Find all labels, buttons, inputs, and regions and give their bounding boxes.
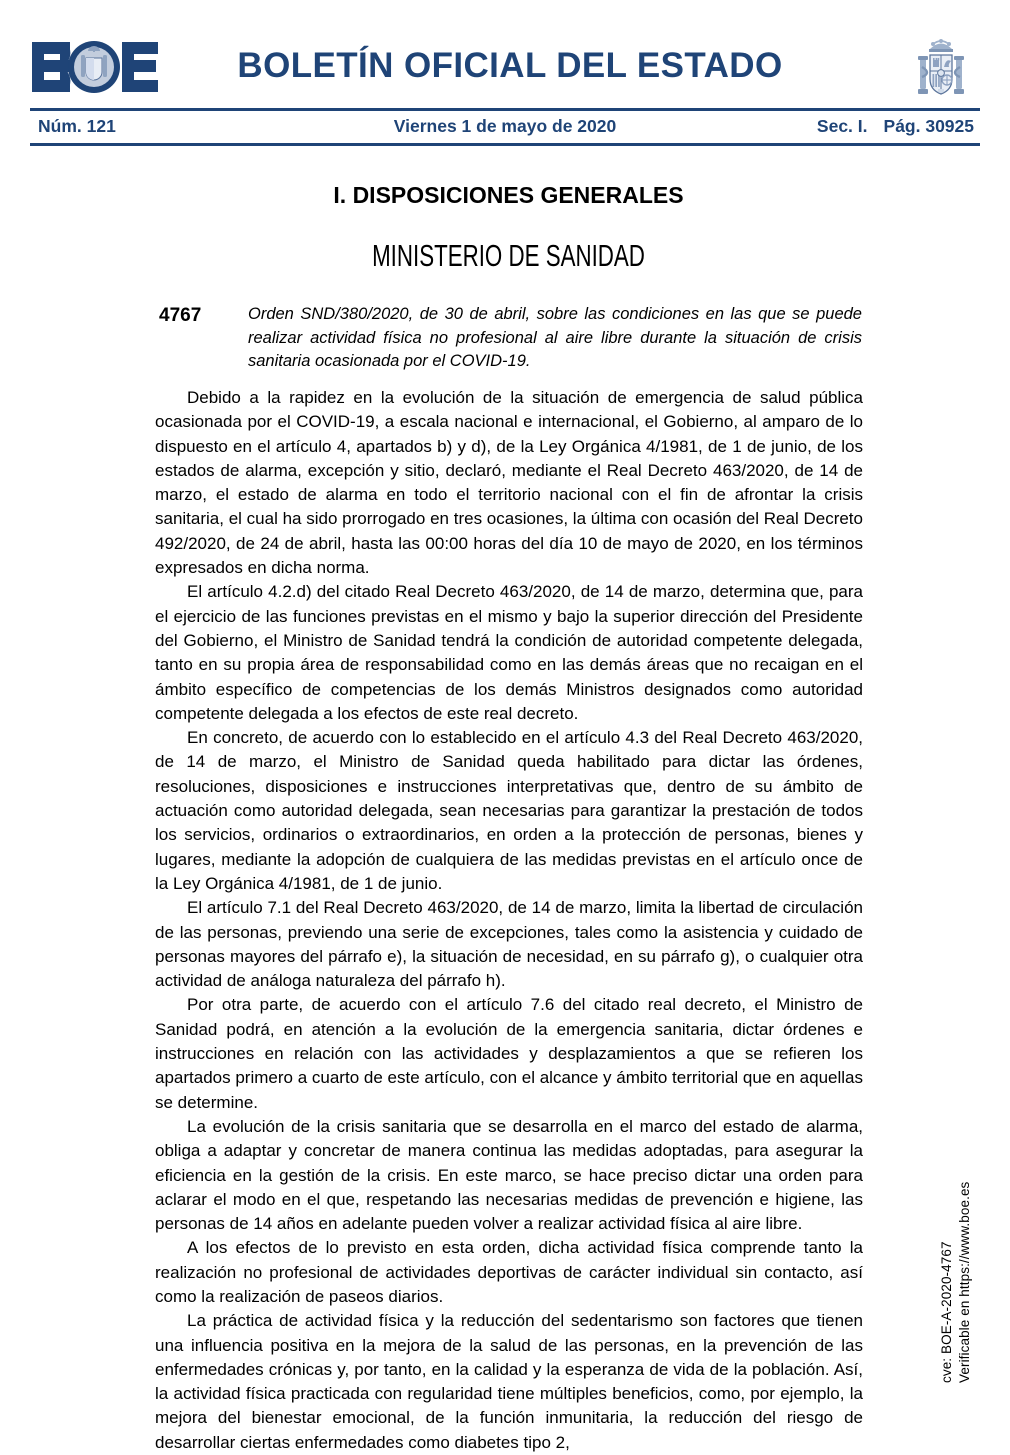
body-paragraph: El artículo 7.1 del Real Decreto 463/2020, de 14 de marzo, limita la libertad de circulación de las personas, previendo una serie de excepciones, tales como la asistencia y cuidado de personas mayores del párrafo e), la situación de necesidad, en su párrafo g), o cualquier otra actividad de análoga naturaleza del párrafo h).: [155, 898, 863, 991]
header-rule-bottom: [30, 143, 980, 146]
body-paragraph: El artículo 4.2.d) del citado Real Decreto 463/2020, de 14 de marzo, determina que, para el ejercicio de las funciones previstas en el mismo y bajo la superior dirección del Presidente del Gobierno, el Ministro de Sanidad tendrá la condición de autoridad competente delegada, tanto en su propia área de responsabilidad como en las demás áreas que no recaigan en el ámbito específico de competencias de los demás Ministros designados como autoridad competente delegada a los efectos de este real decreto.: [155, 582, 863, 723]
header-rule-top: [30, 108, 980, 111]
issue-date: Viernes 1 de mayo de 2020: [393, 116, 617, 136]
ministry-heading: MINISTERIO DE SANIDAD: [372, 238, 645, 273]
cve-sidebar: [939, 1133, 991, 1383]
cve-verification-url[interactable]: Verificable en https://www.boe.es: [957, 1181, 972, 1383]
section-heading: I. DISPOSICIONES GENERALES: [333, 182, 684, 208]
body-paragraph: Por otra parte, de acuerdo con el artículo 7.6 del citado real decreto, el Ministro de Sanidad podrá, en atención a la evolución de la emergencia sanitaria, dictar órdenes e instrucciones en relación con las actividades y desplazamientos a que se refieren los apartados primero a cuarto de este artículo, con el alcance y ámbito territorial que en aquellas se determine.: [155, 995, 863, 1112]
body-paragraph: A los efectos de lo previsto en esta orden, dicha actividad física comprende tanto la realización no profesional de actividades deportivas de carácter individual sin contacto, así como la realización de paseos diarios.: [155, 1238, 863, 1306]
masthead: [0, 0, 1010, 108]
issue-number: Núm. 121: [38, 116, 116, 136]
disposition-number: 4767: [159, 305, 202, 326]
disposition-entry: [155, 303, 862, 374]
page-title: BOLETÍN OFICIAL DEL ESTADO: [237, 46, 783, 85]
disposition-title: Orden SND/380/2020, de 30 de abril, sobre las condiciones en las que se puede realizar actividad física no profesional al aire libre durante la situación de crisis sanitaria ocasionada por el COVID-19.: [248, 305, 862, 370]
issue-page: Pág. 30925: [883, 116, 974, 136]
cve-identifier: cve: BOE-A-2020-4767: [939, 1241, 954, 1383]
issue-bar: [30, 113, 980, 141]
document-body: [155, 386, 863, 1455]
body-paragraph: La evolución de la crisis sanitaria que se desarrolla en el marco del estado de alarma, obliga a adaptar y concretar de manera continua las medidas adoptadas, para asegurar la eficiencia en la gestión de la crisis. En este marco, se hace preciso dictar una orden para aclarar el modo en el que, respetando las necesarias medidas de prevención e higiene, las personas de 14 años en adelante pueden volver a realizar actividad física al aire libre.: [155, 1116, 863, 1234]
body-paragraph: La práctica de actividad física y la reducción del sedentarismo son factores que tienen una influencia positiva en la mejora de la salud de las personas, en la prevención de las enfermedades crónicas y, por tanto, en la calidad y la esperanza de vida de la población. Así, la actividad física practicada con regularidad tiene múltiples beneficios, como, por ejemplo, la mejora del bienestar emocional, de la función inmunitaria, la reducción del riesgo de desarrollar ciertas enfermedades como diabetes tipo 2,: [155, 1311, 863, 1452]
issue-section-page: [817, 116, 974, 137]
coat-of-arms-icon: [912, 33, 970, 105]
body-paragraph: Debido a la rapidez en la evolución de la situación de emergencia de salud pública ocasionada por el COVID-19, a escala nacional e internacional, el Gobierno, al amparo de lo dispuesto en el artículo 4, apartados b) y d), de la Ley Orgánica 4/1981, de 1 de junio, de los estados de alarma, excepción y sitio, declaró, mediante el Real Decreto 463/2020, de 14 de marzo, el estado de alarma en todo el territorio nacional con el fin de afrontar la crisis sanitaria, el cual ha sido prorrogado en tres ocasiones, la última con ocasión del Real Decreto 492/2020, de 24 de abril, hasta las 00:00 horas del día 10 de mayo de 2020, en los términos expresados en dicha norma.: [155, 388, 863, 578]
issue-section: Sec. I.: [816, 116, 868, 136]
boe-logo-icon: [30, 38, 160, 96]
body-paragraph: En concreto, de acuerdo con lo establecido en el artículo 4.3 del Real Decreto 463/2020, de 14 de marzo, el Ministro de Sanidad queda habilitado para dictar las órdenes, resoluciones, disposiciones e instrucciones interpretativas que, dentro de su ámbito de actuación como autoridad delegada, sean necesarias para garantizar la prestación de todos los servicios, ordinarios o extraordinarios, en orden a la protección de personas, bienes y lugares, mediante la adopción de cualquiera de las medidas previstas en el artículo once de la Ley Orgánica 4/1981, de 1 de junio.: [155, 728, 863, 893]
